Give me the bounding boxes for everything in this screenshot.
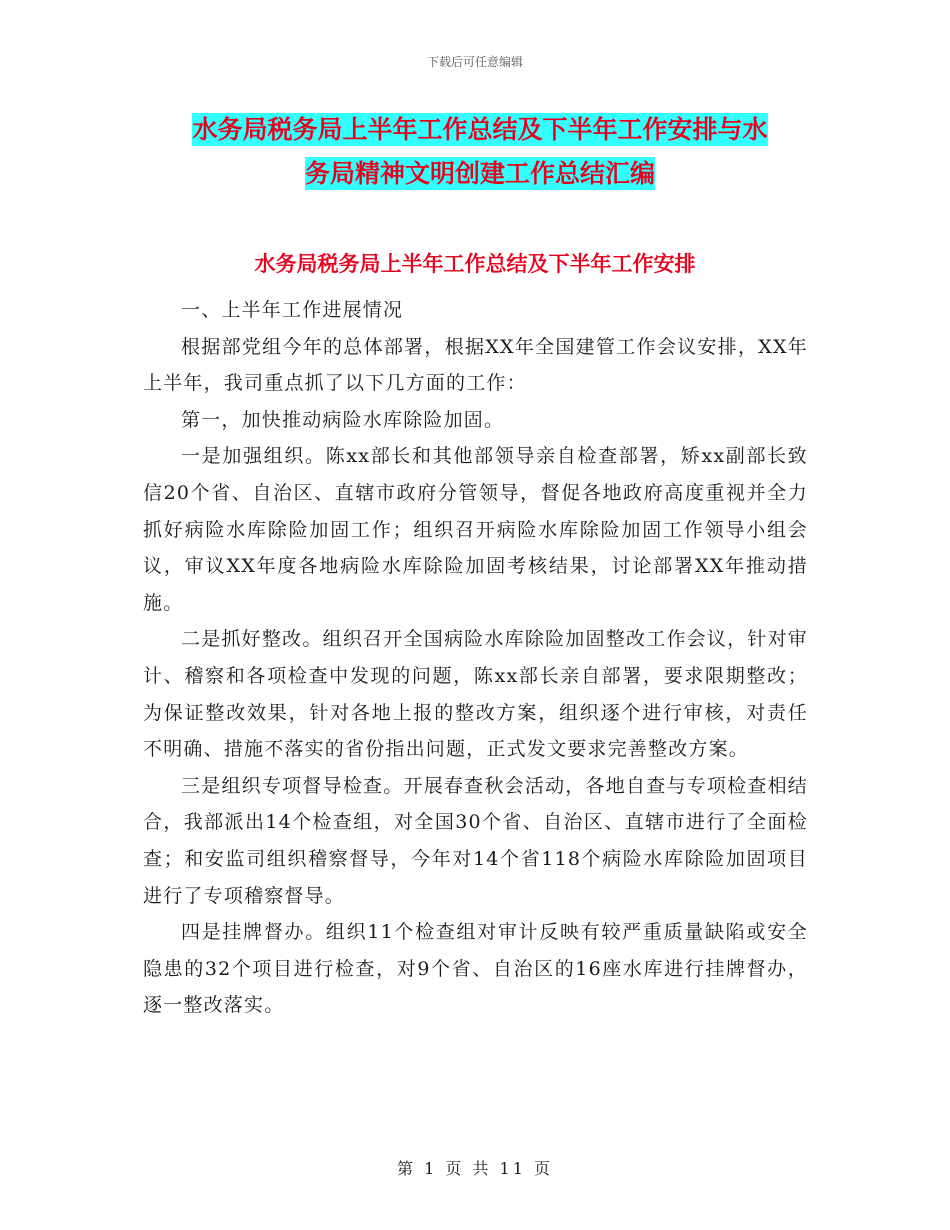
document-title — [140, 108, 820, 196]
section-title: 水务局税务局上半年工作总结及下半年工作安排 — [254, 252, 696, 276]
paragraph: 四是挂牌督办。组织11个检查组对审计反映有较严重质量缺陷或安全隐患的32个项目进行检查，对9个省、自治区的16座水库进行挂牌督办，逐一整改落实。 — [143, 921, 808, 1017]
paragraph: 第一，加快推动病险水库除险加固。 — [181, 408, 505, 431]
header-note: 下载后可任意编辑 — [426, 55, 523, 69]
title-line-2: 务局精神文明创建工作总结汇编 — [304, 159, 655, 188]
paragraph: 一是加强组织。陈xx部长和其他部领导亲自检查部署，矫xx副部长致信20个省、自治区、直辖市政府分管领导，督促各地政府高度重视并全力抓好病险水库除险加固工作；组织召开病险水库除险加固工作领导小组会议，审议XX年度各地病险水库除险加固考核结果，讨论部署XX年推动措施。 — [143, 445, 808, 614]
paragraph: 三是组织专项督导检查。开展春查秋会活动，各地自查与专项检查相结合，我部派出14个检查组，对全国30个省、自治区、直辖市进行了全面检查；和安监司组织稽察督导，今年对14个省118个病险水库除险加固项目进行了专项稽察督导。 — [143, 774, 808, 907]
title-line-1: 水务局税务局上半年工作总结及下半年工作安排与水 — [192, 115, 768, 144]
paragraph: 根据部党组今年的总体部署，根据XX年全国建管工作会议安排，XX年上半年，我司重点抓了以下几方面的工作： — [143, 335, 808, 395]
paragraph: 二是抓好整改。组织召开全国病险水库除险加固整改工作会议，针对审计、稽察和各项检查中发现的问题，陈xx部长亲自部署，要求限期整改；为保证整改效果，针对各地上报的整改方案，组织逐个进行审核，对责任不明确、措施不落实的省份指出问题，正式发文要求完善整改方案。 — [143, 628, 808, 761]
page-footer: 第 1 页 共 11 页 — [397, 1159, 553, 1178]
paragraph: 一、上半年工作进展情况 — [181, 299, 404, 321]
document-body — [143, 292, 808, 1024]
